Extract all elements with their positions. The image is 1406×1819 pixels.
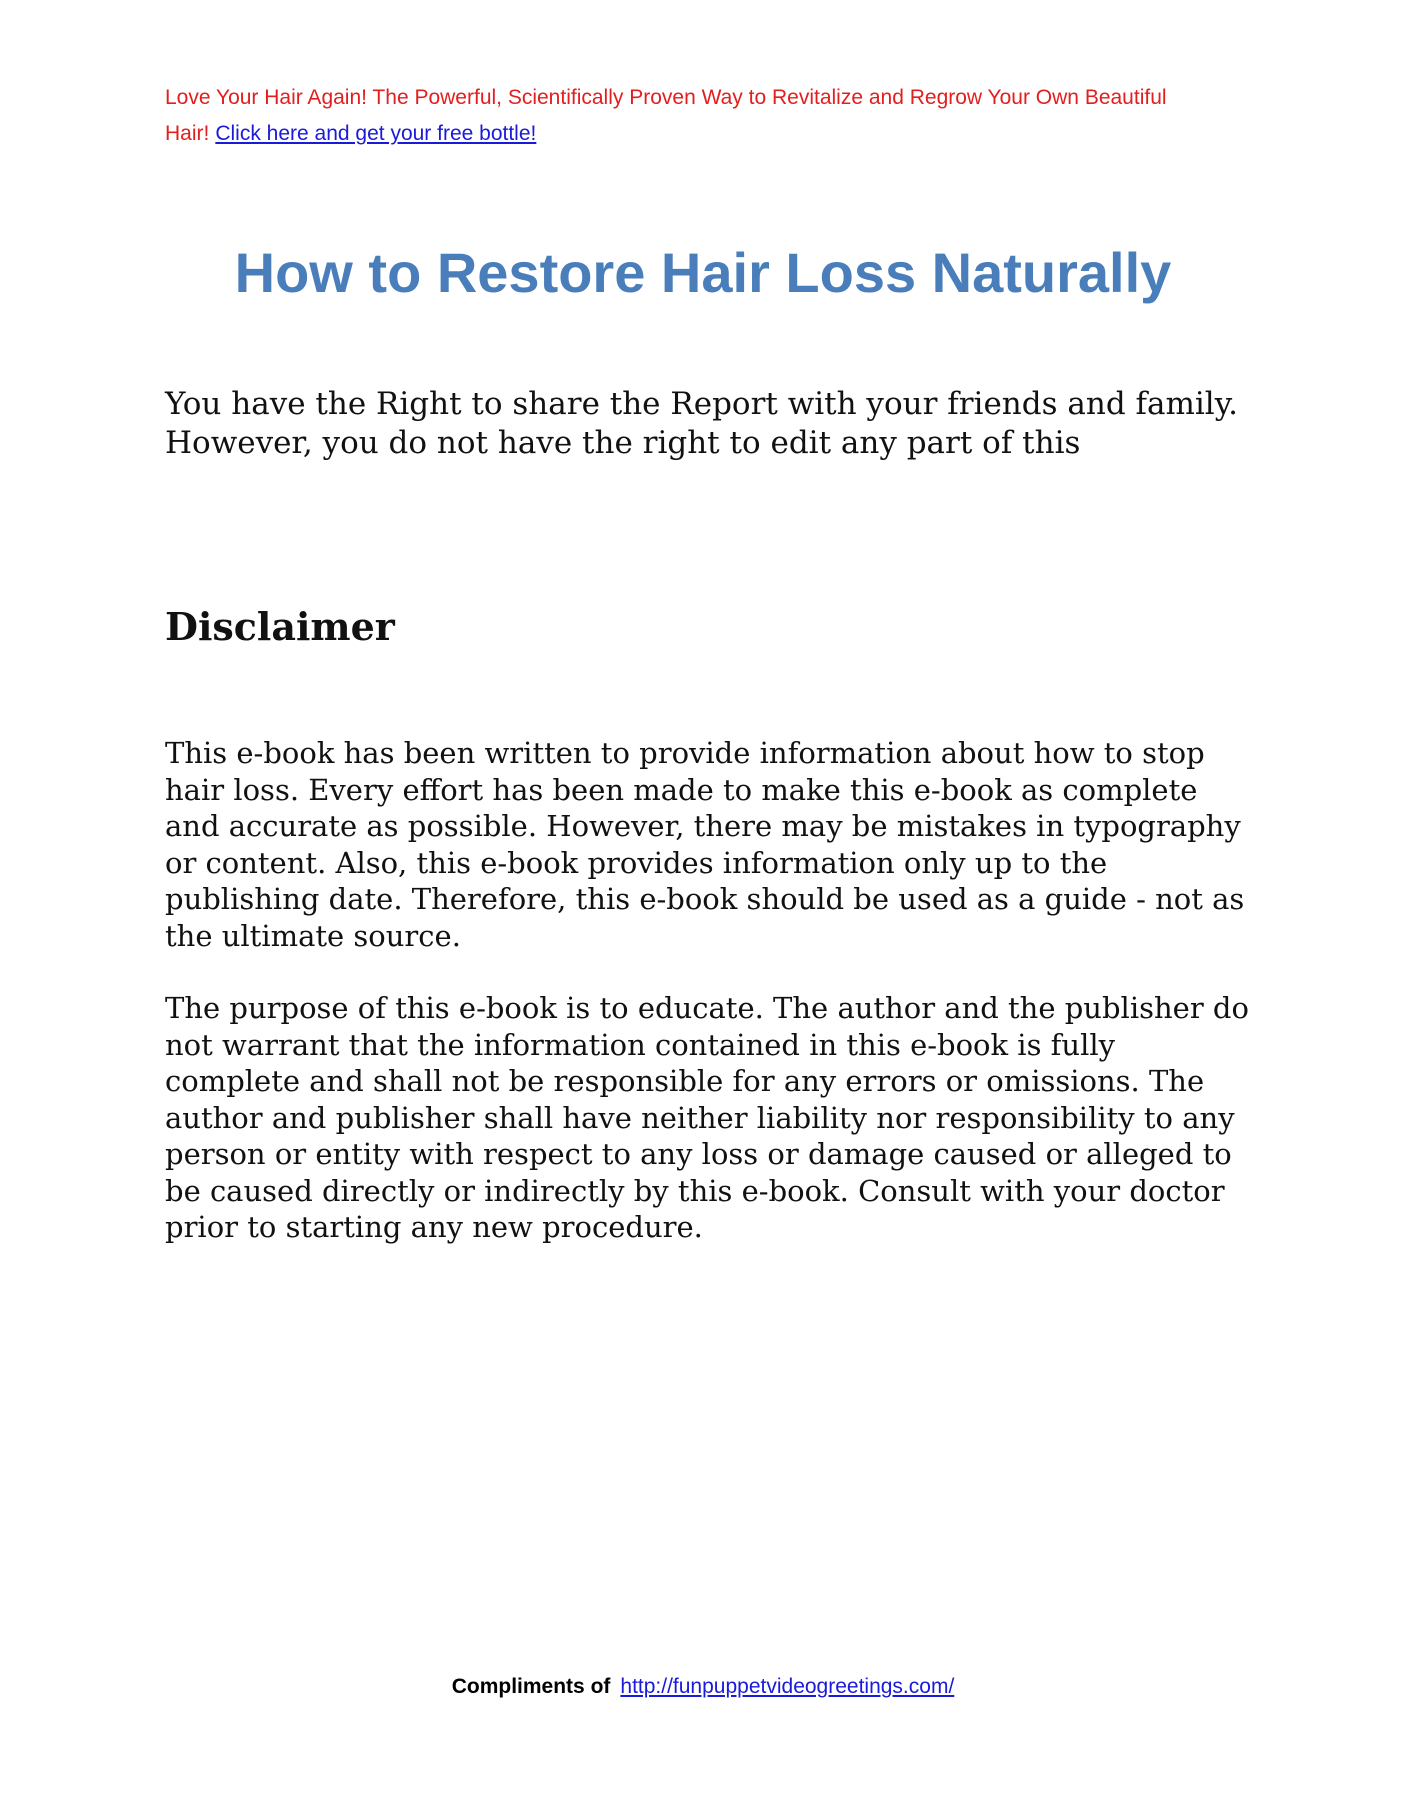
footer: [0, 1672, 1406, 1702]
page-title: How to Restore Hair Loss Naturally: [234, 241, 1172, 304]
disclaimer-paragraph: The purpose of this e-book is to educate. The author and the publisher do not warrant that the information contained in this e-book is fully complete and shall not be responsible for any errors or omissions. The author and publisher shall have neither liability nor responsibility to any person or entity with respect to any loss or damage caused or alleged to be caused directly or indirectly by this e-book. Consult with your doctor prior to starting any new procedure.: [165, 991, 1249, 1244]
disclaimer-paragraph: This e-book has been written to provide information about how to stop hair loss. Every effort has been made to make this e-book as complete and accurate as possible. However, there may be mistakes in typography or content. Also, this e-book provides information only up to the publishing date. Therefore, this e-book should be used as a guide - not as the ultimate source.: [165, 736, 1245, 953]
footer-website-link[interactable]: http://funpuppetvideogreetings.com/: [620, 1675, 955, 1698]
free-bottle-link[interactable]: Click here and get your free bottle!: [215, 122, 537, 145]
footer-label: Compliments of: [451, 1675, 611, 1698]
disclaimer-heading: Disclaimer: [165, 604, 395, 649]
promo-text: Love Your Hair Again! The Powerful, Scientifically Proven Way to Revitalize and Regrow Your Own Beautiful Hair!: [165, 86, 1167, 145]
promo-banner: [165, 80, 1245, 152]
rights-notice: You have the Right to share the Report with your friends and family. However, you do not have the right to edit any part of this: [165, 386, 1238, 461]
